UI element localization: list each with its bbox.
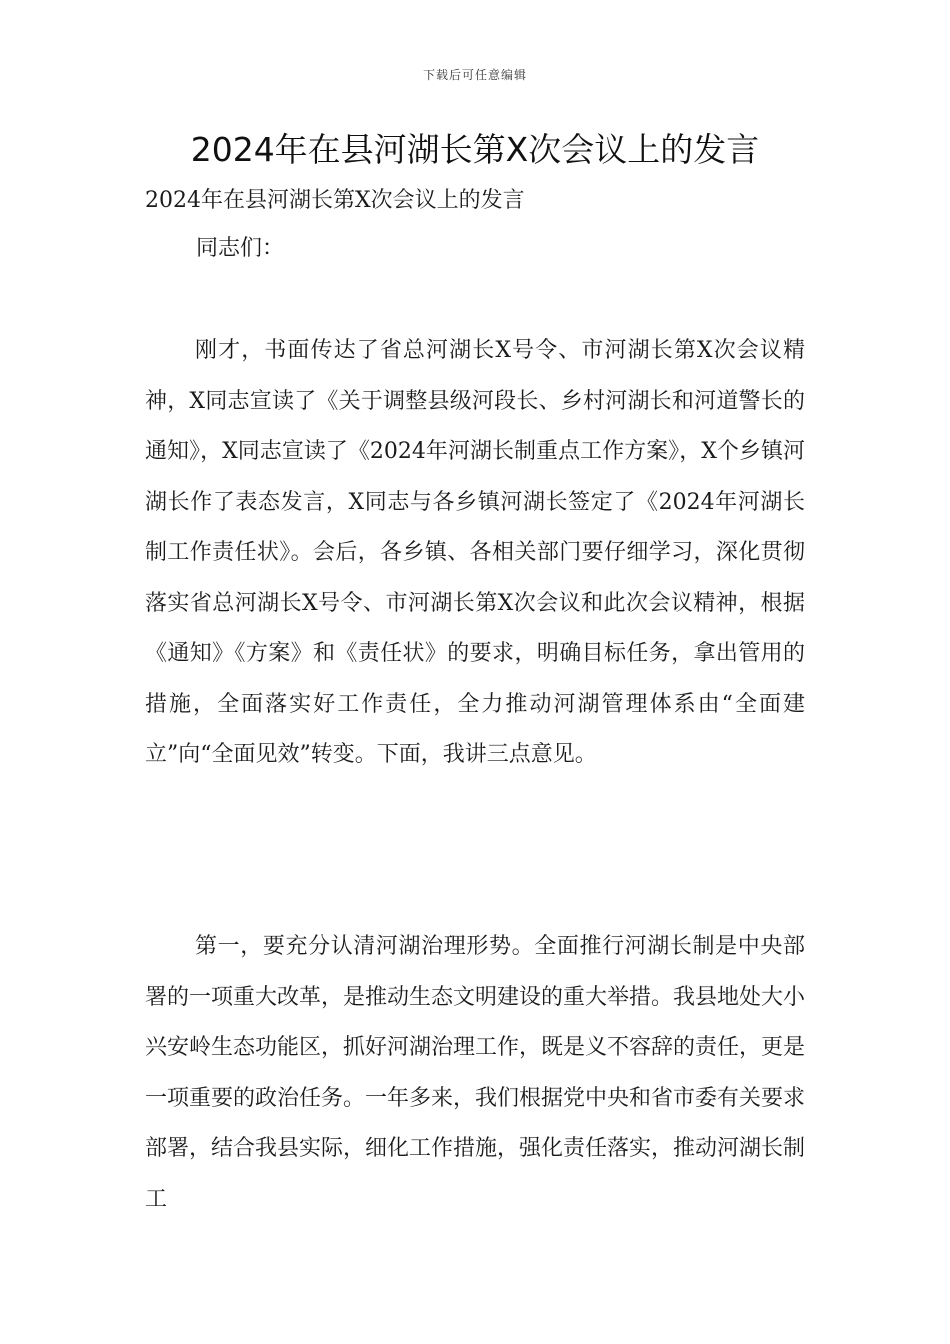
header-note: 下载后可任意编辑 — [422, 68, 527, 82]
paragraph-2: 第一，要充分认清河湖治理形势。全面推行河湖长制是中央部署的一项重大改革，是推动生态文明建设的重大举措。我县地处大小兴安岭生态功能区，抓好河湖治理工作，既是义不容辞的责任，更是一项重要的政治任务。一年多来，我们根据党中央和省市委有关要求部署，结合我县实际，细化工作措施，强化责任落实，推动河湖长制工 — [145, 934, 806, 1212]
document-title: 2024年在县河湖长第X次会议上的发言 — [190, 130, 760, 169]
document-subtitle: 2024年在县河湖长第X次会议上的发言 — [145, 188, 525, 213]
paragraph-1: 刚才，书面传达了省总河湖长X号令、市河湖长第X次会议精神，X同志宣读了《关于调整县级河段长、乡村河湖长和河道警长的通知》，X同志宣读了《2024年河湖长制重点工作方案》，X个乡镇河湖长作了表态发言，X同志与各乡镇河湖长签定了《2024年河湖长制工作责任状》。会后，各乡镇、各相关部门要仔细学习，深化贯彻落实省总河湖长X号令、市河湖长第X次会议和此次会议精神，根据《通知》《方案》和《责任状》的要求，明确目标任务，拿出管用的措施，全面落实好工作责任，全力推动河湖管理体系由“全面建立”向“全面见效”转变。下面，我讲三点意见。 — [145, 338, 805, 767]
salutation: 同志们： — [196, 236, 285, 261]
